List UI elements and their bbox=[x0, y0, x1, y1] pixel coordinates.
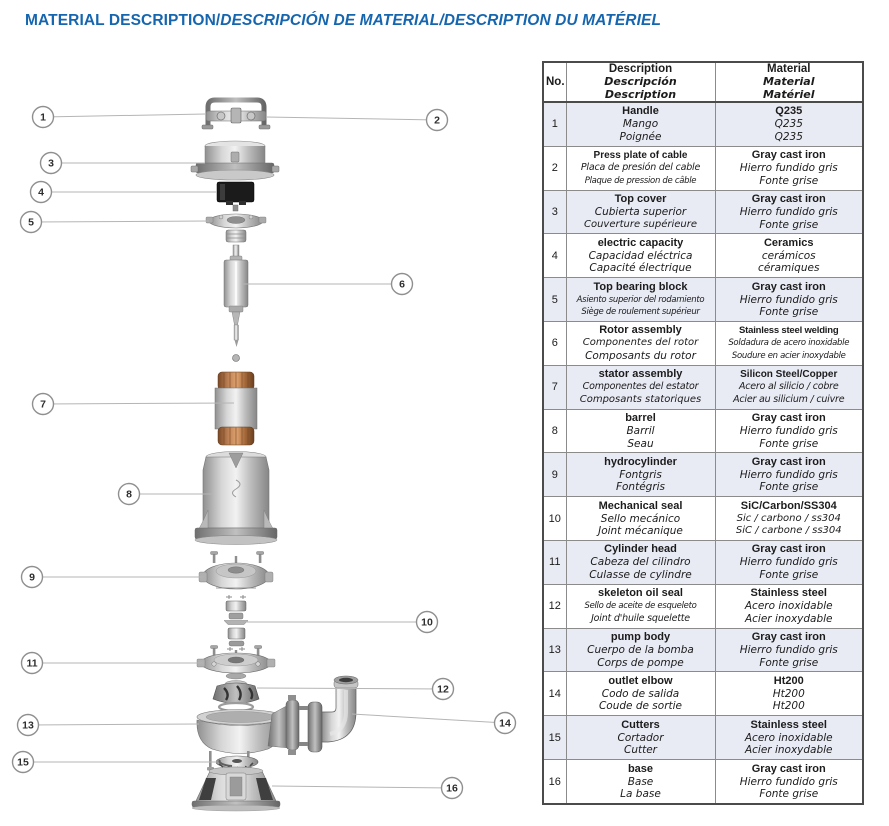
table-row bbox=[543, 234, 863, 278]
row-description-cell-line: Composants statoriques bbox=[579, 393, 702, 405]
row-material-cell-line: Fonte grise bbox=[759, 656, 819, 669]
header-description-es: Descripción bbox=[604, 75, 677, 88]
row-material-cell bbox=[715, 584, 863, 628]
row-description-cell-line: Componentes del estator bbox=[582, 381, 699, 393]
callout-2 bbox=[266, 110, 448, 131]
row-no-cell: 5 bbox=[543, 278, 566, 322]
row-material-cell-line: Ht200 bbox=[772, 687, 805, 700]
callout-8 bbox=[119, 484, 213, 505]
row-description-cell-line: Coude de sortie bbox=[598, 700, 683, 713]
callout-1 bbox=[33, 107, 207, 128]
mechanical-seal-part bbox=[224, 595, 248, 651]
callout-number: 3 bbox=[48, 157, 54, 170]
material-table bbox=[542, 61, 864, 805]
callout-5 bbox=[21, 212, 210, 233]
callout-number: 12 bbox=[437, 683, 449, 696]
row-description-cell-line: Press plate of cable bbox=[593, 150, 688, 162]
row-description-cell-line: Top cover bbox=[614, 193, 667, 206]
row-material-cell-line: Acier inoxydable bbox=[744, 612, 833, 625]
callout-13 bbox=[18, 715, 200, 736]
row-material-cell-line: Q235 bbox=[775, 105, 803, 118]
row-material-cell-line: Fonte grise bbox=[759, 788, 819, 800]
row-description-cell-line: Cortador bbox=[617, 731, 664, 744]
table-row bbox=[543, 584, 863, 628]
row-description-cell-line: Handle bbox=[622, 105, 659, 118]
row-material-cell-line: Hierro fundido gris bbox=[739, 425, 838, 438]
row-no-cell: 12 bbox=[543, 584, 566, 628]
row-description-cell-line: skeleton oil seal bbox=[598, 587, 683, 600]
row-material-cell bbox=[715, 190, 863, 234]
callout-16 bbox=[272, 778, 463, 799]
row-description-cell bbox=[566, 672, 715, 716]
row-material-cell-line: Ht200 bbox=[772, 700, 805, 713]
row-description-cell-line: Joint d'huile squelette bbox=[591, 612, 690, 624]
header-description-en: Description bbox=[608, 63, 673, 75]
row-material-cell-line: céramiques bbox=[758, 262, 820, 275]
callout-leader-line bbox=[266, 117, 437, 120]
row-description-cell-line: Cubierta superior bbox=[594, 206, 687, 219]
row-description-cell bbox=[566, 584, 715, 628]
bearing-part bbox=[226, 230, 246, 242]
row-description-cell-line: Couverture supérieure bbox=[583, 218, 697, 230]
header-no-label: No. bbox=[546, 75, 565, 88]
callout-leader-line bbox=[31, 221, 209, 222]
row-description-cell-line: Codo de salida bbox=[601, 687, 680, 700]
row-description-cell-line: Capacidad eléctrica bbox=[588, 249, 693, 262]
row-material-cell bbox=[715, 760, 863, 804]
row-no-cell: 7 bbox=[543, 365, 566, 409]
row-material-cell bbox=[715, 541, 863, 585]
header-material-es: Material bbox=[763, 75, 815, 88]
row-description-cell-line: Cutters bbox=[621, 718, 660, 731]
callout-number: 11 bbox=[26, 657, 38, 670]
callout-number: 15 bbox=[17, 756, 29, 769]
table-row bbox=[543, 278, 863, 322]
rotor-part bbox=[224, 245, 248, 362]
row-material-cell-line: Gray cast iron bbox=[751, 193, 826, 206]
row-description-cell-line: Asiento superior del rodamiento bbox=[576, 294, 705, 305]
callout-4 bbox=[31, 182, 218, 203]
outlet-elbow-part bbox=[299, 676, 358, 752]
row-material-cell bbox=[715, 278, 863, 322]
row-description-cell-line: Fontgris bbox=[619, 468, 662, 481]
row-description-cell-line: La base bbox=[620, 788, 661, 800]
row-description-cell-line: Plaque de pression de câble bbox=[584, 175, 697, 186]
stator-part bbox=[215, 372, 257, 445]
callout-leader-line bbox=[272, 786, 452, 788]
row-description-cell bbox=[566, 628, 715, 672]
callout-9 bbox=[22, 567, 205, 588]
row-description-cell bbox=[566, 278, 715, 322]
barrel-part bbox=[195, 452, 277, 545]
row-description-cell-line: Siège de roulement supérieur bbox=[581, 307, 700, 318]
row-no-cell: 16 bbox=[543, 760, 566, 804]
row-material-cell bbox=[715, 102, 863, 146]
row-material-cell-line: Gray cast iron bbox=[751, 762, 826, 775]
row-description-cell-line: Culasse de cylindre bbox=[589, 568, 692, 581]
row-material-cell-line: Hierro fundido gris bbox=[739, 468, 838, 481]
row-description-cell-line: pump body bbox=[610, 631, 671, 644]
row-description-cell-line: Cylinder head bbox=[604, 543, 677, 556]
row-material-cell-line: Hierro fundido gris bbox=[739, 775, 838, 788]
row-description-cell bbox=[566, 760, 715, 804]
row-description-cell-line: Composants du rotor bbox=[585, 349, 696, 362]
row-material-cell-line: Soudure en acier inoxydable bbox=[731, 350, 846, 361]
row-material-cell bbox=[715, 672, 863, 716]
table-row bbox=[543, 365, 863, 409]
row-material-cell-line: Gray cast iron bbox=[751, 631, 826, 644]
hydrocylinder-part bbox=[199, 552, 273, 590]
row-description-cell-line: Cabeza del cilindro bbox=[590, 556, 691, 569]
top-bearing-plate-part bbox=[206, 214, 266, 228]
row-description-cell-line: Capacité électrique bbox=[589, 262, 692, 275]
page-title-english: MATERIAL DESCRIPTION/ bbox=[25, 12, 221, 29]
row-description-cell-line: Joint mécanique bbox=[598, 525, 683, 538]
callout-7 bbox=[33, 394, 235, 415]
callout-number: 1 bbox=[40, 111, 46, 124]
row-material-cell bbox=[715, 628, 863, 672]
callout-number: 16 bbox=[446, 782, 458, 795]
impeller-part bbox=[213, 681, 259, 712]
cable-press-plate-part bbox=[206, 108, 266, 123]
row-description-cell bbox=[566, 453, 715, 497]
callout-11 bbox=[22, 653, 204, 674]
table-row bbox=[543, 672, 863, 716]
cylinder-head-part bbox=[197, 646, 275, 680]
callout-10 bbox=[245, 612, 438, 633]
row-material-cell-line: Soldadura de acero inoxidable bbox=[728, 338, 850, 349]
row-description-cell bbox=[566, 409, 715, 453]
callout-number: 4 bbox=[38, 186, 44, 199]
row-material-cell-line: Sic / carbono / ss304 bbox=[736, 512, 841, 524]
page-title-translations: DESCRIPCIÓN DE MATERIAL/DESCRIPTION DU MATÉRIEL bbox=[220, 12, 662, 29]
row-description-cell-line: Mechanical seal bbox=[598, 499, 683, 512]
row-description-cell-line: Corps de pompe bbox=[597, 656, 684, 669]
table-row bbox=[543, 322, 863, 366]
header-material-fr: Matériel bbox=[762, 87, 815, 101]
row-material-cell bbox=[715, 234, 863, 278]
row-material-cell bbox=[715, 365, 863, 409]
row-material-cell-line: Ht200 bbox=[773, 674, 804, 687]
header-description-fr: Description bbox=[604, 87, 677, 101]
table-row bbox=[543, 716, 863, 760]
row-description-cell bbox=[566, 190, 715, 234]
row-material-cell-line: Fonte grise bbox=[759, 568, 819, 581]
row-material-cell-line: Hierro fundido gris bbox=[739, 293, 838, 306]
capacitor-part bbox=[217, 182, 254, 211]
callout-14 bbox=[352, 713, 516, 734]
row-material-cell bbox=[715, 322, 863, 366]
table-row bbox=[543, 190, 863, 234]
row-no-cell: 4 bbox=[543, 234, 566, 278]
row-description-cell-line: Componentes del rotor bbox=[582, 337, 699, 349]
row-description-cell-line: base bbox=[627, 762, 654, 775]
row-no-cell: 11 bbox=[543, 541, 566, 585]
row-description-cell-line: Rotor assembly bbox=[599, 324, 682, 337]
row-description-cell bbox=[566, 322, 715, 366]
row-description-cell-line: Mango bbox=[622, 118, 659, 131]
row-material-cell-line: Acero inoxidable bbox=[744, 600, 833, 613]
row-material-cell bbox=[715, 146, 863, 190]
row-description-cell-line: Cutter bbox=[624, 744, 657, 757]
callout-15 bbox=[13, 752, 218, 773]
row-description-cell bbox=[566, 365, 715, 409]
table-row bbox=[543, 146, 863, 190]
row-description-cell-line: outlet elbow bbox=[608, 674, 673, 687]
row-material-cell-line: Stainless steel welding bbox=[739, 325, 839, 337]
row-material-cell-line: Stainless steel bbox=[750, 587, 827, 600]
table-row bbox=[543, 541, 863, 585]
row-material-cell-line: Gray cast iron bbox=[751, 280, 826, 293]
row-material-cell-line: Gray cast iron bbox=[751, 455, 826, 468]
row-material-cell-line: Acero al silicio / cobre bbox=[738, 381, 839, 393]
row-description-cell-line: barrel bbox=[625, 412, 656, 425]
row-material-cell-line: Hierro fundido gris bbox=[739, 644, 838, 657]
row-material-cell-line: Gray cast iron bbox=[751, 543, 826, 556]
callout-6 bbox=[243, 274, 413, 295]
callout-number: 7 bbox=[40, 398, 46, 411]
row-description-cell-line: Seau bbox=[627, 437, 654, 450]
header-description bbox=[566, 62, 715, 102]
callout-leader-line bbox=[257, 688, 443, 689]
header-material-en: Material bbox=[767, 63, 811, 75]
row-description-cell-line: Sello de aceite de esqueleto bbox=[584, 601, 697, 612]
row-description-cell bbox=[566, 541, 715, 585]
row-material-cell-line: Fonte grise bbox=[759, 306, 819, 319]
row-description-cell bbox=[566, 497, 715, 541]
row-description-cell-line: Poignée bbox=[619, 130, 662, 143]
row-no-cell: 14 bbox=[543, 672, 566, 716]
row-no-cell: 6 bbox=[543, 322, 566, 366]
row-no-cell: 15 bbox=[543, 716, 566, 760]
row-material-cell-line: Hierro fundido gris bbox=[739, 162, 838, 175]
table-row bbox=[543, 628, 863, 672]
table-header-row bbox=[543, 62, 863, 102]
table-row bbox=[543, 760, 863, 804]
row-material-cell-line: SiC/Carbon/SS304 bbox=[740, 499, 837, 512]
row-material-cell-line: Q235 bbox=[774, 130, 803, 143]
row-material-cell-line: Q235 bbox=[774, 118, 803, 131]
callout-number: 2 bbox=[434, 114, 440, 127]
row-material-cell-line: Acero inoxidable bbox=[744, 731, 833, 744]
callout-layer bbox=[13, 107, 516, 799]
table-row bbox=[543, 409, 863, 453]
row-material-cell bbox=[715, 497, 863, 541]
row-material-cell-line: SiC / carbone / ss304 bbox=[735, 525, 842, 537]
callout-leader-line bbox=[43, 403, 234, 404]
row-description-cell bbox=[566, 102, 715, 146]
row-description-cell bbox=[566, 234, 715, 278]
row-material-cell-line: Acier inoxydable bbox=[744, 744, 833, 757]
row-material-cell-line: Fonte grise bbox=[759, 481, 819, 494]
row-description-cell-line: Fontégris bbox=[615, 481, 666, 494]
header-no bbox=[543, 62, 566, 102]
row-material-cell-line: Stainless steel bbox=[750, 718, 827, 731]
row-material-cell-line: Silicon Steel/Copper bbox=[740, 369, 838, 381]
row-material-cell bbox=[715, 409, 863, 453]
row-description-cell bbox=[566, 146, 715, 190]
row-no-cell: 3 bbox=[543, 190, 566, 234]
row-material-cell-line: Gray cast iron bbox=[751, 412, 826, 425]
row-description-cell-line: hydrocylinder bbox=[604, 455, 677, 468]
callout-number: 6 bbox=[399, 278, 405, 291]
row-material-cell-line: Hierro fundido gris bbox=[739, 206, 838, 219]
callout-number: 9 bbox=[29, 571, 35, 584]
callout-number: 10 bbox=[421, 616, 433, 629]
callout-number: 8 bbox=[126, 488, 132, 501]
row-material-cell-line: cerámicos bbox=[761, 249, 816, 262]
row-material-cell bbox=[715, 453, 863, 497]
row-description-cell-line: Top bearing block bbox=[593, 280, 688, 293]
row-description-cell-line: Sello mecánico bbox=[600, 512, 681, 525]
callout-number: 13 bbox=[22, 719, 34, 732]
row-description-cell-line: electric capacity bbox=[597, 236, 684, 249]
row-material-cell bbox=[715, 716, 863, 760]
row-material-cell-line: Hierro fundido gris bbox=[739, 556, 838, 569]
row-no-cell: 9 bbox=[543, 453, 566, 497]
callout-leader-line bbox=[43, 114, 206, 117]
row-description-cell-line: Placa de presión del cable bbox=[580, 162, 701, 174]
base-part bbox=[192, 767, 280, 811]
row-description-cell-line: Barril bbox=[626, 425, 655, 438]
callout-leader-line bbox=[352, 714, 505, 723]
row-description-cell bbox=[566, 716, 715, 760]
row-no-cell: 13 bbox=[543, 628, 566, 672]
callout-3 bbox=[41, 153, 206, 174]
row-material-cell-line: Acier au silicium / cuivre bbox=[733, 393, 845, 405]
row-material-cell-line: Ceramics bbox=[763, 236, 814, 249]
row-description-cell-line: Cuerpo de la bomba bbox=[587, 644, 694, 657]
row-description-cell-line: Base bbox=[627, 775, 654, 788]
row-no-cell: 1 bbox=[543, 102, 566, 146]
table-row bbox=[543, 102, 863, 146]
callout-number: 14 bbox=[499, 717, 511, 730]
top-cover-part bbox=[191, 141, 279, 180]
table-row bbox=[543, 497, 863, 541]
material-table-body bbox=[543, 102, 863, 804]
row-no-cell: 2 bbox=[543, 146, 566, 190]
row-material-cell-line: Fonte grise bbox=[759, 437, 819, 450]
header-material bbox=[715, 62, 863, 102]
row-no-cell: 10 bbox=[543, 497, 566, 541]
row-description-cell-line: stator assembly bbox=[598, 368, 683, 381]
row-no-cell: 8 bbox=[543, 409, 566, 453]
row-material-cell-line: Gray cast iron bbox=[751, 149, 826, 162]
callout-number: 5 bbox=[28, 216, 34, 229]
row-material-cell-line: Fonte grise bbox=[759, 218, 819, 231]
callout-leader-line bbox=[28, 724, 199, 725]
material-table-container bbox=[542, 61, 864, 805]
row-material-cell-line: Fonte grise bbox=[759, 174, 819, 187]
table-row bbox=[543, 453, 863, 497]
